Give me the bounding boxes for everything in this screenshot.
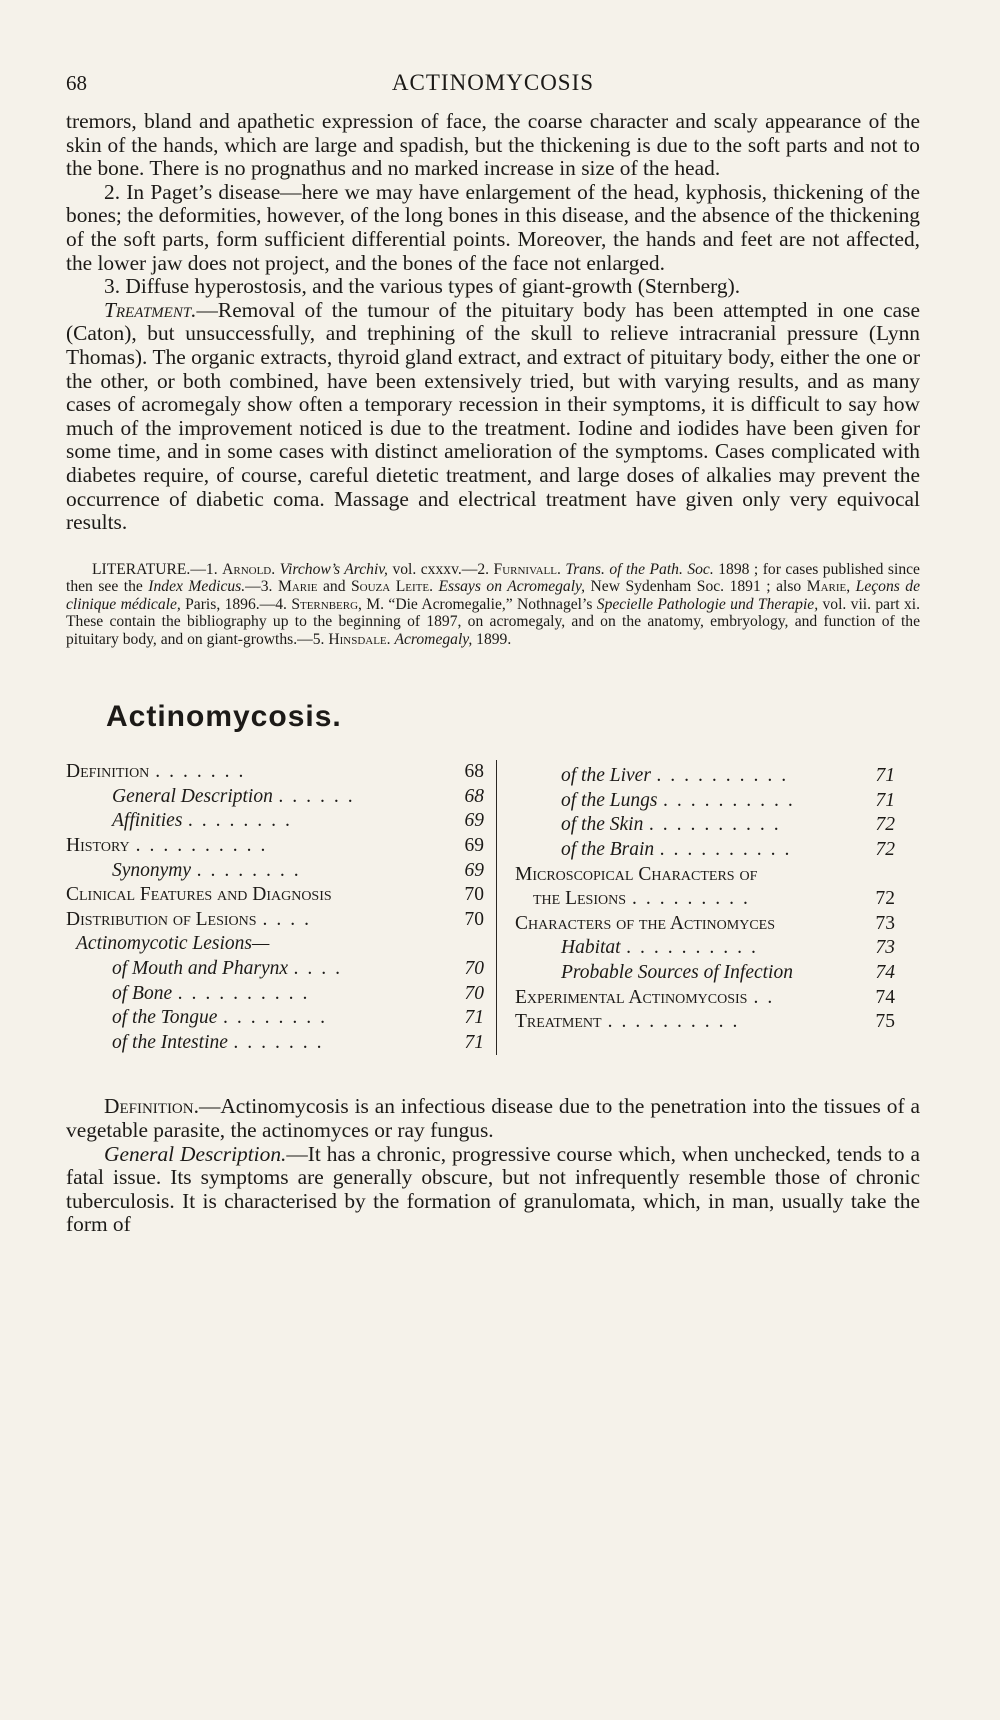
toc-label: of the Intestine: [112, 1031, 228, 1053]
toc-page: 72: [875, 814, 895, 836]
definition-paragraph: [66, 1095, 920, 1142]
page: [66, 70, 920, 1237]
toc-label: Experimental Actinomycosis: [515, 986, 748, 1008]
body-text-bottom: [66, 1095, 920, 1237]
toc-entry: of the Intestine ....... 71: [66, 1031, 484, 1056]
toc-page: 68: [464, 761, 484, 783]
body-text-top: [66, 110, 920, 535]
literature-text: Paris, 1896.—4.: [180, 595, 292, 613]
toc-page: 69: [464, 834, 484, 856]
toc-label: Actinomycotic Lesions—: [76, 933, 270, 955]
toc-label: Synonymy: [112, 859, 192, 881]
toc-page: 71: [464, 1007, 484, 1029]
treatment-heading: Treatment.: [104, 297, 197, 322]
literature-work: Leçons de clinique médicale,: [66, 578, 921, 613]
toc-entry: of the Tongue ........ 71: [66, 1006, 484, 1031]
toc-label: of the Liver: [561, 765, 651, 787]
toc-page: 70: [464, 982, 484, 1004]
treatment-paragraph: [66, 299, 920, 535]
toc-page: 73: [875, 937, 895, 959]
toc-right-column: [497, 760, 895, 1055]
general-description-heading: General Description.: [104, 1141, 287, 1166]
toc-label: Treatment: [515, 1011, 602, 1033]
toc-label: Microscopical Characters of: [515, 863, 758, 885]
treatment-text: —Removal of the tumour of the pituitary body has been attempted in one case (Caton), but unsuccessfully, and trephining of the skull to relieve intracranial pressure (Lynn Thomas). The organic extracts, thyroid gland extract, and extract of pituitary body, either the one or the other, or both combined, have been extensively tried, but with varying results, and as many cases of acromegaly show often a temporary recession in their symptoms, it is difficult to say how much of the improvement noticed is due to the treatment. Iodine and iodides have been given for some time, and in some cases with distinct amelioration of the symptoms. Cases complicated with diabetes require, of course, careful dietetic treatment, and large doses of alkalies may prevent the occurrence of diabetic coma. Massage and electrical treatment have given only very equivocal results.: [66, 297, 920, 535]
toc-label: of Mouth and Pharynx: [112, 957, 289, 979]
general-description-text: —It has a chronic, progressive course which, when unchecked, tends to a fatal issue. Its symptoms are generally obscure, but not infrequently resemble those of chronic tuberculosis. It is characterised by the formation of granulomata, which, in man, usually take the form of: [66, 1141, 920, 1237]
literature-text: vol. vii. part xi. These contain the bibliography up to the beginning of 1897, on acromegaly, and on the anatomy, embryology, and function of the pituitary body, and on giant-growths.—5.: [66, 595, 921, 648]
toc-entry: General Description ...... 68: [66, 785, 484, 810]
paragraph: tremors, bland and apathetic expression of face, the coarse character and scaly appearance of the skin of the hands, which are large and spadish, but the thickening is due to the soft parts and not to the bone. There is no prognathus and no marked increase in size of the head.: [66, 109, 920, 181]
toc-page: 73: [875, 912, 895, 934]
literature-author: Sternberg, M.: [291, 595, 385, 613]
toc-page: 69: [464, 810, 484, 832]
general-description-paragraph: [66, 1143, 920, 1237]
toc-entry: Affinities ........ 69: [66, 809, 484, 834]
literature-text: and: [317, 578, 351, 596]
toc-page: 70: [464, 957, 484, 979]
toc-entry: [515, 961, 895, 986]
toc-entry: [515, 863, 895, 888]
table-of-contents: [66, 760, 920, 1055]
toc-page: 74: [875, 961, 895, 983]
literature-text: “Die Acromegalie,” Nothnagel’s: [384, 595, 597, 613]
toc-page: 75: [875, 1011, 895, 1033]
toc-page: 71: [875, 789, 895, 811]
toc-page: 70: [464, 908, 484, 930]
toc-entry: the Lesions ......... 72: [515, 887, 895, 912]
literature-author: Furnivall.: [493, 560, 561, 578]
toc-entry: of Mouth and Pharynx .... 70: [66, 957, 484, 982]
literature-text: 1898 ; for cases published since then see the: [66, 560, 920, 596]
toc-entry: History .......... 69: [66, 834, 484, 859]
toc-label: of the Brain: [561, 838, 655, 860]
literature-work: Specielle Pathologie und Therapie,: [596, 595, 819, 613]
toc-entry: of the Lungs .......... 71: [515, 789, 895, 814]
toc-label: of the Lungs: [561, 789, 658, 811]
toc-page: [456, 932, 484, 957]
toc-label: General Description: [112, 785, 273, 807]
toc-page: 70: [464, 884, 484, 906]
definition-text: —Actinomycosis is an infectious disease due to the penetration into the tissues of a vegetable parasite, the actinomyces or ray fungus.: [66, 1094, 920, 1142]
toc-left-column: [66, 760, 497, 1055]
literature-text: —3.: [245, 578, 278, 596]
toc-label: Probable Sources of Infection: [561, 961, 793, 983]
toc-page: 71: [464, 1031, 484, 1053]
toc-page: 72: [875, 838, 895, 860]
toc-entry: of the Liver .......... 71: [515, 764, 895, 789]
literature-author: Marie,: [806, 578, 851, 596]
toc-label: Habitat: [561, 937, 621, 959]
toc-page: 74: [875, 986, 895, 1008]
page-header: [66, 70, 920, 110]
literature-author: Hinsdale.: [328, 630, 391, 648]
paragraph: 2. In Paget’s disease—here we may have enlargement of the head, kyphosis, thickening of the bones; the deformities, however, of the long bones in this disease, and the absence of the thickening of the soft parts, form sufficient differential points. Moreover, the hands and feet are not affected, the lower jaw does not project, and the bones of the face not enlarged.: [66, 179, 920, 275]
toc-page: 71: [875, 765, 895, 787]
literature-work: Index Medicus.: [148, 578, 246, 596]
toc-entry: Experimental Actinomycosis .. 74: [515, 986, 895, 1011]
literature-text: 1899.: [472, 630, 512, 648]
running-head: ACTINOMYCOSIS: [391, 70, 595, 95]
toc-entry: [66, 932, 484, 957]
toc-label: Clinical Features and Diagnosis: [66, 884, 332, 906]
toc-page: 69: [464, 859, 484, 881]
toc-entry: Treatment .......... 75: [515, 1010, 895, 1035]
toc-label: the Lesions: [533, 888, 627, 910]
toc-entry: Synonymy ........ 69: [66, 859, 484, 884]
toc-label: Characters of the Actinomyces: [515, 912, 775, 934]
toc-label: of Bone: [112, 982, 173, 1004]
literature-text: vol. cxxxv.—2.: [387, 560, 494, 578]
toc-label: of the Skin: [561, 814, 644, 836]
toc-label: Distribution of Lesions: [66, 908, 257, 930]
toc-page: [867, 863, 895, 888]
toc-entry: Habitat .......... 73: [515, 936, 895, 961]
page-number: 68: [66, 71, 87, 95]
toc-entry: [66, 883, 484, 908]
section-title: Actinomycosis.: [106, 700, 342, 734]
literature-note: [66, 561, 920, 649]
paragraph: 3. Diffuse hyperostosis, and the various types of giant-growth (Sternberg).: [104, 274, 741, 299]
toc-entry: Definition ....... 68: [66, 760, 484, 785]
literature-text: LITERATURE.—1.: [92, 560, 223, 578]
literature-author: Arnold.: [222, 560, 276, 578]
definition-heading: Definition.: [104, 1094, 199, 1119]
toc-entry: of Bone .......... 70: [66, 982, 484, 1007]
literature-work: Acromegaly,: [394, 630, 473, 648]
literature-text: New Sydenham Soc. 1891 ; also: [585, 578, 807, 596]
literature-author: Souza Leite.: [351, 578, 433, 596]
toc-entry: of the Skin .......... 72: [515, 813, 895, 838]
literature-work: Virchow’s Archiv,: [279, 560, 388, 578]
literature-work: Trans. of the Path. Soc.: [565, 560, 714, 578]
literature-author: Marie: [277, 578, 318, 596]
toc-page: 72: [875, 888, 895, 910]
toc-label: History: [66, 834, 130, 856]
toc-entry: Distribution of Lesions .... 70: [66, 908, 484, 933]
toc-entry: [515, 912, 895, 937]
toc-page: 68: [464, 785, 484, 807]
toc-label: of the Tongue: [112, 1007, 218, 1029]
toc-label: Definition: [66, 761, 150, 783]
literature-work: Essays on Acromegaly,: [438, 578, 586, 596]
toc-entry: of the Brain .......... 72: [515, 838, 895, 863]
toc-label: Affinities: [112, 810, 183, 832]
